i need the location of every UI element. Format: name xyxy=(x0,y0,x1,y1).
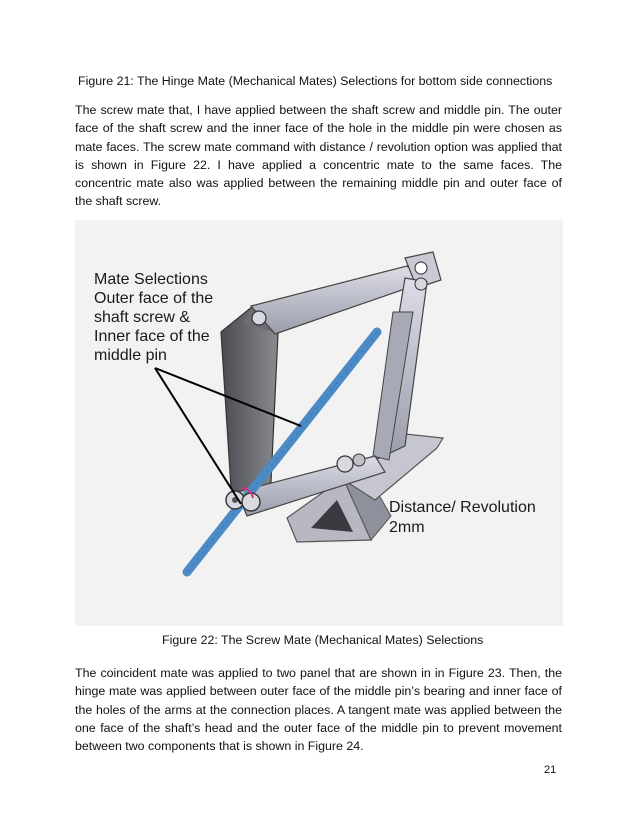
distance-label-line-2: 2mm xyxy=(389,519,425,536)
mate-label-line-5: middle pin xyxy=(94,347,167,364)
mate-label-line-1: Mate Selections xyxy=(94,271,208,288)
figure-22-image xyxy=(75,220,563,626)
paragraph-screw-mate: The screw mate that, I have applied between the shaft screw and middle pin. The outer face of the shaft screw and the inner face of the hole in the middle pin were chosen as mate faces. The screw mate command with distance / revolution option was applied that is shown in Figure 22. I have applied a concentric mate to the same faces. The concentric mate also was applied between the remaining middle pin and outer face of the shaft screw. xyxy=(75,103,562,209)
mate-label-line-4: Inner face of the xyxy=(94,328,210,345)
figure-22-caption: Figure 22: The Screw Mate (Mechanical Mates) Selections xyxy=(162,633,484,647)
distance-label-line-1: Distance/ Revolution xyxy=(389,499,536,516)
mate-label-line-3: shaft screw & xyxy=(94,309,191,326)
mate-selections-label xyxy=(94,271,213,364)
mate-label-line-2: Outer face of the xyxy=(94,290,214,307)
distance-revolution-label xyxy=(389,499,536,536)
figure-21-caption: Figure 21: The Hinge Mate (Mechanical Mates) Selections for bottom side connections xyxy=(78,74,553,88)
paragraph-coincident-mate: The coincident mate was applied to two panel that are shown in in Figure 23. Then, the hinge mate was applied between outer face of the middle pin’s bearing and inner face of the holes of the arms at the connection places. A tangent mate was applied between the one face of the shaft’s head and the outer face of the middle pin to prevent movement between two components that is shown in Figure 24. xyxy=(75,666,562,754)
page-number: 21 xyxy=(544,764,557,776)
jack-right-arm xyxy=(373,278,427,460)
